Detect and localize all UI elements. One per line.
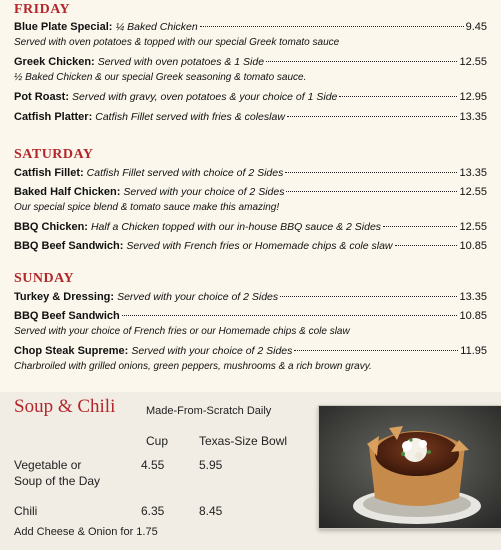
item-price: 12.55 xyxy=(459,221,487,233)
leader-dots xyxy=(287,116,458,117)
item-note: Served with oven potatoes & topped with our special Greek tomato sauce xyxy=(14,37,340,48)
cheese-onion-addon: Add Cheese & Onion for 1.75 xyxy=(14,526,158,538)
menu-item-baked-half-chicken: Baked Half Chicken: Served with your choice of 2 Sides 12.55 xyxy=(14,186,487,198)
sunday-heading: SUNDAY xyxy=(14,271,75,286)
item-price: 12.95 xyxy=(459,91,487,103)
leader-dots xyxy=(122,315,458,316)
friday-heading: FRIDAY xyxy=(14,2,71,17)
item-price: 12.55 xyxy=(459,56,487,68)
vegetable-soup-label-line2: Soup of the Day xyxy=(14,474,101,488)
item-price: 13.35 xyxy=(459,167,487,179)
leader-dots xyxy=(339,96,457,97)
item-price: 13.35 xyxy=(459,291,487,303)
menu-item-bbq-beef-sandwich-sunday: BBQ Beef Sandwich 10.85 xyxy=(14,310,487,322)
item-note: ½ Baked Chicken & our special Greek seasoning & tomato sauce. xyxy=(14,72,307,83)
menu-item-chop-steak-supreme: Chop Steak Supreme: Served with your choice of 2 Sides 11.95 xyxy=(14,345,487,357)
leader-dots xyxy=(285,172,457,173)
item-price: 9.45 xyxy=(465,21,487,33)
chili-label: Chili xyxy=(14,504,38,518)
leader-dots xyxy=(266,61,457,62)
item-price: 10.85 xyxy=(459,240,487,252)
menu-item-turkey-dressing: Turkey & Dressing: Served with your choice of 2 Sides 13.35 xyxy=(14,291,487,303)
item-price: 13.35 xyxy=(459,111,487,123)
vegetable-soup-cup-price: 4.55 xyxy=(141,458,165,472)
bowl-column-header: Texas-Size Bowl xyxy=(199,434,288,448)
menu-item-greek-chicken: Greek Chicken: Served with oven potatoes & 1 Side 12.55 xyxy=(14,56,487,68)
chili-photo xyxy=(318,405,501,529)
item-note: Served with your choice of French fries or our Homemade chips & cole slaw xyxy=(14,326,350,337)
saturday-heading: SATURDAY xyxy=(14,147,94,162)
item-note: Charbroiled with grilled onions, green peppers, mushrooms & a rich brown gravy. xyxy=(14,361,372,372)
item-price: 12.55 xyxy=(459,186,487,198)
leader-dots xyxy=(383,226,457,227)
leader-dots xyxy=(286,191,457,192)
menu-item-bbq-beef-sandwich-saturday: BBQ Beef Sandwich: Served with French fries or Homemade chips & cole slaw 10.85 xyxy=(14,240,487,252)
item-price: 10.85 xyxy=(459,310,487,322)
soup-subtitle: Made-From-Scratch Daily xyxy=(146,405,272,417)
vegetable-soup-bowl-price: 5.95 xyxy=(199,458,223,472)
menu-item-catfish-platter: Catfish Platter: Catfish Fillet served with fries & coleslaw 13.35 xyxy=(14,111,487,123)
item-price: 11.95 xyxy=(460,345,487,357)
menu-item-catfish-fillet: Catfish Fillet: Catfish Fillet served with choice of 2 Sides 13.35 xyxy=(14,167,487,179)
leader-dots xyxy=(294,350,458,351)
leader-dots xyxy=(395,245,458,246)
item-note: Our special spice blend & tomato sauce make this amazing! xyxy=(14,202,280,213)
menu-item-pot-roast: Pot Roast: Served with gravy, oven potatoes & your choice of 1 Side 12.95 xyxy=(14,91,487,103)
cup-column-header: Cup xyxy=(146,434,169,448)
menu-item-blue-plate-special: Blue Plate Special: ¼ Baked Chicken 9.45 xyxy=(14,21,487,33)
leader-dots xyxy=(200,26,464,27)
chili-bowl-price: 8.45 xyxy=(199,504,223,518)
leader-dots xyxy=(280,296,457,297)
menu-item-bbq-chicken: BBQ Chicken: Half a Chicken topped with our in-house BBQ sauce & 2 Sides 12.55 xyxy=(14,221,487,233)
soup-chili-heading: Soup & Chili xyxy=(14,396,116,417)
vegetable-soup-label-line1: Vegetable or xyxy=(14,458,82,472)
chili-cup-price: 6.35 xyxy=(141,504,165,518)
